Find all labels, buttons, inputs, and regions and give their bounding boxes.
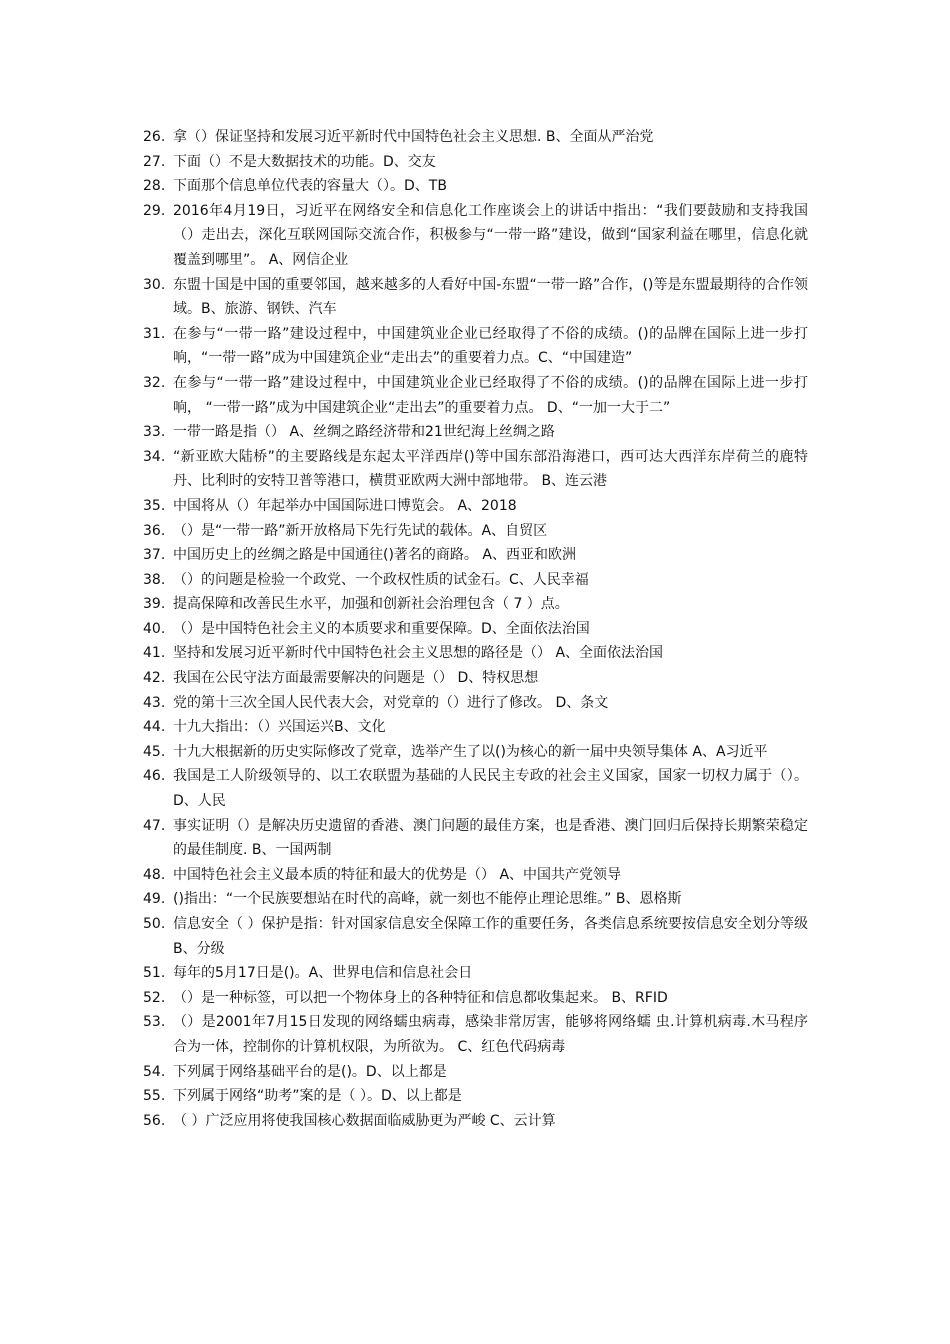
- list-item: [143, 592, 808, 617]
- item-number: 54.: [143, 1063, 166, 1080]
- item-text: （）是一种标签，可以把一个物体身上的各种特征和信息都收集起来。 B、RFID: [173, 989, 668, 1006]
- list-item: [143, 420, 808, 445]
- list-item: [143, 691, 808, 716]
- list-item: [143, 961, 808, 986]
- list-item: [143, 150, 808, 175]
- list-item: [143, 715, 808, 740]
- item-text: 十九大根据新的历史实际修改了党章，选举产生了以()为核心的新一届中央领导集体 A、A习近平: [173, 743, 768, 760]
- item-number: 45.: [143, 743, 166, 760]
- item-number: 29.: [143, 202, 166, 219]
- item-number: 31.: [143, 325, 166, 342]
- item-text: （）是2001年7月15日发现的网络蠕虫病毒，感染非常厉害，能够将网络蠕 虫.计算机病毒.木马程序合为一体，控制你的计算机权限，为所欲为。 C、红色代码病毒: [173, 1014, 808, 1055]
- item-text: 中国历史上的丝绸之路是中国通往()著名的商路。 A、西亚和欧洲: [173, 547, 576, 564]
- list-item: [143, 814, 808, 863]
- list-item: [143, 986, 808, 1011]
- item-text: 我国在公民守法方面最需要解决的问题是（） D、特权思想: [173, 670, 539, 687]
- item-number: 49.: [143, 891, 166, 908]
- item-text: 提高保障和改善民生水平，加强和创新社会治理包含（ 7 ）点。: [173, 596, 569, 613]
- item-number: 53.: [143, 1014, 166, 1031]
- item-number: 32.: [143, 374, 166, 391]
- item-text: 每年的5月17日是()。A、世界电信和信息社会日: [173, 965, 473, 982]
- item-number: 38.: [143, 571, 166, 588]
- item-number: 41.: [143, 645, 166, 662]
- item-number: 55.: [143, 1088, 166, 1105]
- list-item: [143, 740, 808, 765]
- list-item: [143, 273, 808, 322]
- list-item: [143, 617, 808, 642]
- item-text: （）是中国特色社会主义的本质要求和重要保障。D、全面依法治国: [173, 620, 590, 637]
- item-text: 下面（）不是大数据技术的功能。D、交友: [173, 153, 436, 170]
- list-item: [143, 912, 808, 961]
- item-text: 中国将从（）年起举办中国国际进口博览会。 A、2018: [173, 497, 517, 514]
- item-number: 48.: [143, 866, 166, 883]
- item-number: 51.: [143, 965, 166, 982]
- item-text: “新亚欧大陆桥”的主要路线是东起太平洋西岸()等中国东部沿海港口，西可达大西洋东岸荷兰的鹿特丹、比利时的安特卫普等港口，横贯亚欧两大洲中部地带。 B、连云港: [173, 448, 808, 490]
- list-item: [143, 1109, 808, 1134]
- item-number: 52.: [143, 989, 166, 1006]
- list-item: [143, 125, 808, 150]
- item-text: 2016年4月19日，习近平在网络安全和信息化工作座谈会上的讲话中指出：“我们要鼓励和支持我国（）走出去，深化互联网国际交流合作，积极参与“一带一路”建设，做到“国家利益在哪里，信息化就覆盖到哪里”。 A、网信企业: [173, 202, 808, 268]
- item-text: 在参与“一带一路”建设过程中，中国建筑业企业已经取得了不俗的成绩。()的品牌在国际上进一步打响， “一带一路”成为中国建筑企业“走出去”的重要着力点。 D、“一加一大于二”: [173, 374, 808, 416]
- list-item: [143, 199, 808, 273]
- item-text: 十九大指出：（）兴国运兴B、文化: [173, 719, 386, 736]
- item-number: 26.: [143, 129, 166, 145]
- item-number: 42.: [143, 670, 166, 687]
- item-text: 一带一路是指（） A、丝绸之路经济带和21世纪海上丝绸之路: [173, 424, 555, 441]
- item-text: 在参与“一带一路”建设过程中，中国建筑业企业已经取得了不俗的成绩。()的品牌在国际上进一步打响，“一带一路”成为中国建筑企业“走出去”的重要着力点。C、“中国建造”: [173, 325, 808, 367]
- item-text: （）是“一带一路”新开放格局下先行先试的载体。A、自贸区: [173, 522, 548, 539]
- item-number: 28.: [143, 178, 166, 195]
- list-item: [143, 519, 808, 544]
- list-item: [143, 322, 808, 371]
- list-item: [143, 568, 808, 593]
- list-item: [143, 1010, 808, 1059]
- list-item: [143, 371, 808, 420]
- item-text: 党的第十三次全国人民代表大会，对党章的（）进行了修改。 D、条文: [173, 694, 609, 711]
- item-number: 47.: [143, 817, 166, 834]
- item-text: ()指出：“一个民族要想站在时代的高峰，就一刻也不能停止理论思维。” B、恩格斯: [173, 891, 682, 908]
- item-text: 下面那个信息单位代表的容量大（）。D、TB: [173, 178, 447, 195]
- item-number: 30.: [143, 276, 166, 293]
- list-item: [143, 887, 808, 912]
- item-number: 35.: [143, 497, 166, 514]
- list-item: [143, 445, 808, 494]
- item-text: 下列属于网络基础平台的是()。D、以上都是: [173, 1063, 447, 1080]
- item-number: 39.: [143, 596, 166, 613]
- item-text: 事实证明（）是解决历史遗留的香港、澳门问题的最佳方案，也是香港、澳门回归后保持长期繁荣稳定的最佳制度. B、一国两制: [173, 817, 808, 859]
- list-item: [143, 641, 808, 666]
- item-text: 信息安全（ ）保护是指：针对国家信息安全保障工作的重要任务，各类信息系统要按信息安全划分等级B、分级: [173, 916, 808, 957]
- item-number: 44.: [143, 719, 166, 736]
- list-item: [143, 764, 808, 813]
- list-item: [143, 543, 808, 568]
- list-item: [143, 174, 808, 199]
- item-text: 坚持和发展习近平新时代中国特色社会主义思想的路径是（） A、全面依法治国: [173, 645, 664, 662]
- list-item: [143, 1060, 808, 1085]
- list-item: [143, 1084, 808, 1109]
- item-number: 37.: [143, 547, 166, 564]
- question-list: [143, 125, 808, 1133]
- item-number: 34.: [143, 448, 166, 465]
- item-text: 中国特色社会主义最本质的特征和最大的优势是（） A、中国共产党领导: [173, 866, 622, 883]
- item-number: 56.: [143, 1112, 166, 1129]
- list-item: [143, 494, 808, 519]
- item-text: 东盟十国是中国的重要邻国，越来越多的人看好中国-东盟“一带一路”合作，()等是东盟最期待的合作领域。B、旅游、钢铁、汽车: [173, 276, 808, 318]
- item-number: 43.: [143, 694, 166, 711]
- item-number: 50.: [143, 916, 166, 932]
- list-item: [143, 863, 808, 888]
- item-number: 36.: [143, 522, 166, 539]
- item-text: 拿（）保证坚持和发展习近平新时代中国特色社会主义思想. B、全面从严治党: [173, 129, 654, 145]
- item-text: 我国是工人阶级领导的、以工农联盟为基础的人民民主专政的社会主义国家，国家一切权力属于（）。 D、人民: [173, 768, 808, 810]
- item-number: 27.: [143, 153, 166, 170]
- item-text: （）的问题是检验一个政党、一个政权性质的试金石。C、人民幸福: [173, 571, 589, 588]
- item-text: （ ）广泛应用将使我国核心数据面临威胁更为严峻 C、云计算: [173, 1112, 556, 1129]
- item-text: 下列属于网络“助考”案的是（ ）。D、以上都是: [173, 1088, 462, 1105]
- list-item: [143, 666, 808, 691]
- item-number: 46.: [143, 768, 166, 785]
- item-number: 33.: [143, 424, 166, 441]
- item-number: 40.: [143, 620, 166, 637]
